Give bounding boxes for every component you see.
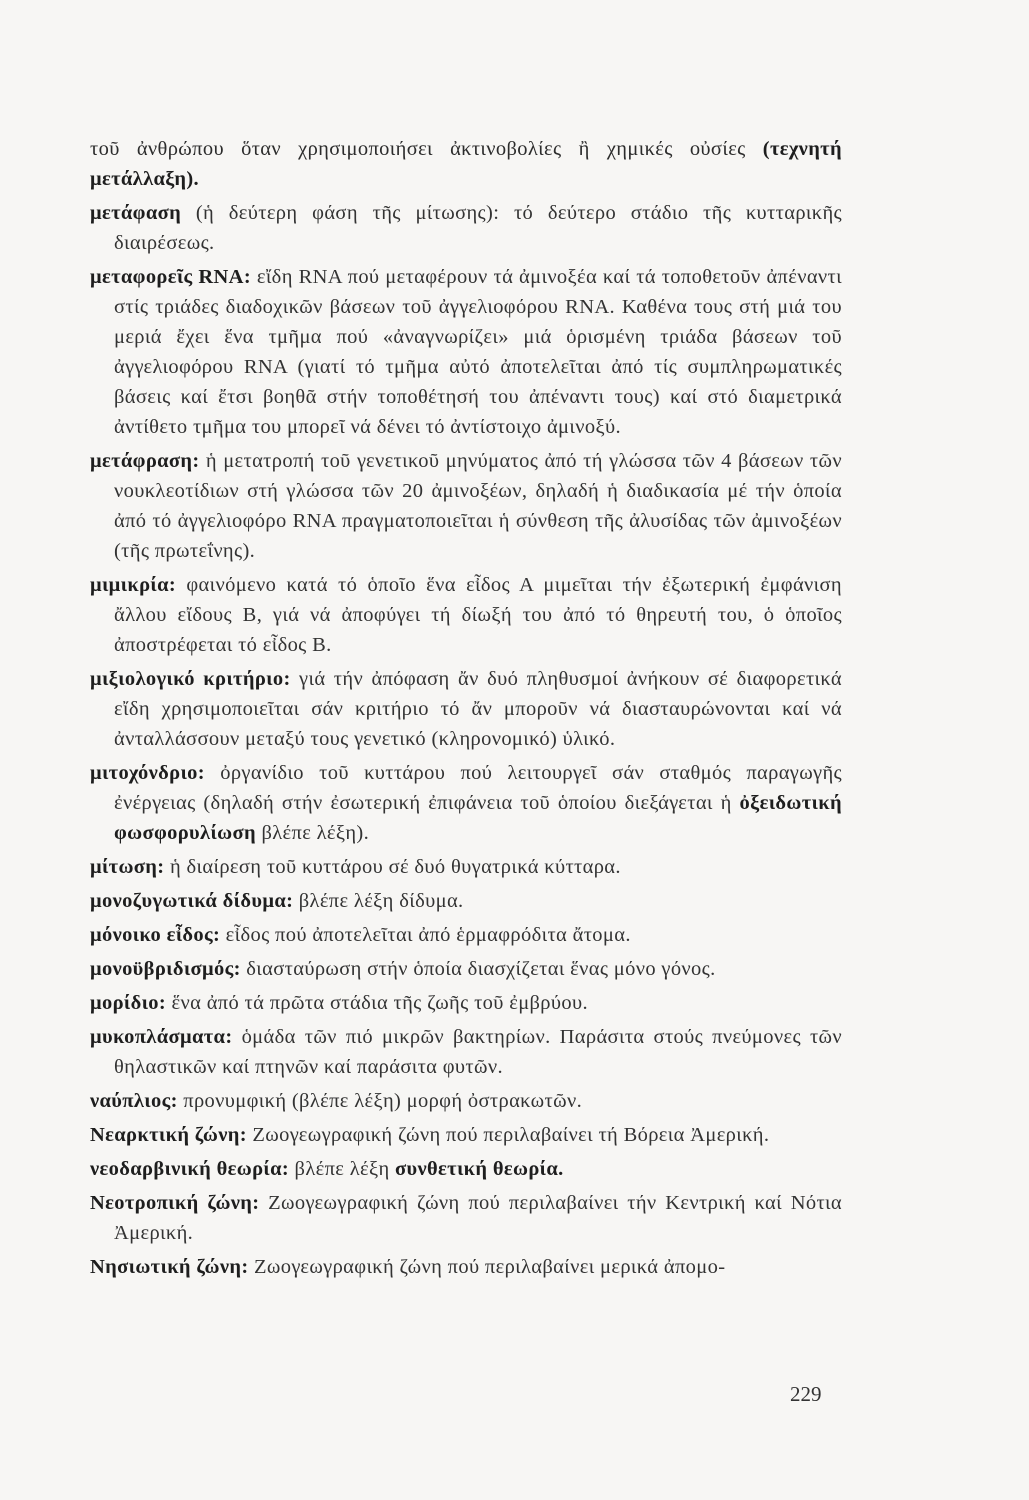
entry-definition: ἡ μετατροπή τοῦ γενετικοῦ μηνύματος ἀπό τή γλώσσα τῶν 4 βάσεων τῶν νουκλεοτίδιων στή γλώσσα τῶν 20 ἀμινοξέων, δηλαδή ἡ διαδικασία μέ τήν ὁποία ἀπό τό ἀγγελιοφόρο RNA πραγματοποιεῖται ἡ σύνθεση τῆς ἀλυσίδας τῶν ἀμινοξέων (τῆς πρωτεΐνης). [114, 450, 842, 562]
page-number: 229 [790, 1382, 822, 1406]
entry-definition: διασταύρωση στήν ὁποία διασχίζεται ἕνας μόνο γόνος. [240, 958, 716, 980]
glossary-body [90, 134, 842, 1282]
glossary-entry [90, 886, 842, 916]
entry-definition: ὁμάδα τῶν πιό μικρῶν βακτηρίων. Παράσιτα στούς πνεύμονες τῶν θηλαστικῶν καί πτηνῶν καί παράσιτα φυτῶν. [114, 1026, 842, 1078]
glossary-entry [90, 1120, 842, 1150]
entry-definition: ὀργανίδιο τοῦ κυττάρου πού λειτουργεῖ σάν σταθμός παραγωγῆς ἐνέργειας (δηλαδή στήν ἐσωτερική ἐπιφάνεια τοῦ ὁποίου διεξάγεται ἡ [114, 762, 842, 814]
entry-term: μετάφραση: [90, 450, 200, 472]
entry-definition: προνυμφική (βλέπε λέξη) μορφή ὀστρακωτῶν. [177, 1090, 583, 1112]
entry-term: μιμικρία: [90, 574, 177, 596]
glossary-entry [90, 954, 842, 984]
entry-term: μονοζυγωτικά δίδυμα: [90, 890, 294, 912]
glossary-entry [90, 988, 842, 1018]
entry-term: μιτοχόνδριο: [90, 762, 205, 784]
entry-definition: βλέπε λέξη [289, 1158, 395, 1180]
entry-term: μετάφαση [90, 202, 182, 224]
glossary-entry [90, 1022, 842, 1082]
entry-term: ναύπλιος: [90, 1090, 178, 1112]
intro-bold: (τεχνητή μετάλλαξη). [90, 138, 842, 190]
entry-term: μίτωση: [90, 856, 165, 878]
glossary-entry [90, 664, 842, 754]
intro-text: τοῦ ἀνθρώπου ὅταν χρησιμοποιήσει ἀκτινοβολίες ἢ χημικές οὐσίες [90, 138, 746, 160]
entry-term: μυκοπλάσματα: [90, 1026, 233, 1048]
glossary-entry [90, 1252, 842, 1282]
entry-term: μόνοικο εἶδος: [90, 924, 221, 946]
glossary-entry [90, 198, 842, 258]
entry-definition: ἡ διαίρεση τοῦ κυττάρου σέ δυό θυγατρικά κύτταρα. [164, 856, 621, 878]
glossary-entry [90, 758, 842, 848]
intro-paragraph [90, 134, 842, 194]
entry-definition: γιά τήν ἀπόφαση ἄν δυό πληθυσμοί ἀνήκουν σέ διαφορετικά εἴδη χρησιμοποιεῖται σάν κριτήριο τό ἄν μποροῦν νά διασταυρώνονται καί νά ἀνταλλάσσουν μεταξύ τους γενετικό (κληρονομικό) ὑλικό. [114, 668, 842, 750]
glossary-entry [90, 570, 842, 660]
entry-definition: βλέπε λέξη δίδυμα. [293, 890, 464, 912]
glossary-entry [90, 920, 842, 950]
entry-definition: Ζωογεωγραφική ζώνη πού περιλαβαίνει τή Βόρεια Ἀμερική. [246, 1124, 770, 1146]
glossary-entry [90, 446, 842, 566]
entry-definition: (ἡ δεύτερη φάση τῆς μίτωσης): τό δεύτερο στάδιο τῆς κυτταρικῆς διαιρέσεως. [114, 202, 842, 254]
entry-term: μορίδιο: [90, 992, 167, 1014]
entry-term: Νησιωτική ζώνη: [90, 1256, 249, 1278]
entry-definition: φαινόμενο κατά τό ὁποῖο ἕνα εἶδος Α μιμεῖται τήν ἐξωτερική ἐμφάνιση ἄλλου εἴδους Β, γιά νά ἀποφύγει τή δίωξή του ἀπό τό θηρευτή του, ὁ ὁποῖος ἀποστρέφεται τό εἶδος Β. [114, 574, 842, 656]
glossary-entry [90, 852, 842, 882]
glossary-entry [90, 1154, 842, 1184]
entry-definition: ἕνα ἀπό τά πρῶτα στάδια τῆς ζωῆς τοῦ ἐμβρύου. [166, 992, 588, 1014]
entry-bold-reference: συνθετική θεωρία. [395, 1158, 564, 1180]
entry-definition: εἶδος πού ἀποτελεῖται ἀπό ἑρμαφρόδιτα ἄτομα. [220, 924, 631, 946]
entry-term: Νεαρκτική ζώνη: [90, 1124, 247, 1146]
entry-definition: Ζωογεωγραφική ζώνη πού περιλαβαίνει τήν Κεντρική καί Νότια Ἀμερική. [114, 1192, 842, 1244]
entry-definition: εἴδη RNA πού μεταφέρουν τά ἀμινοξέα καί τά τοποθετοῦν ἀπέναντι στίς τριάδες διαδοχικῶν βάσεων τοῦ ἀγγελιοφόρου RNA. Καθένα τους στή μιά του μεριά ἔχει ἕνα τμῆμα πού «ἀναγνωρίζει» μιά ὁρισμένη τριάδα βάσεων τοῦ ἀγγελιοφόρου RNA (γιατί τό τμῆμα αὐτό ἀποτελεῖται ἀπό τίς συμπληρωματικές βάσεις καί ἔτσι βοηθᾶ στήν τοποθέτησή του ἀπέναντι τους) καί στό διαμετρικά ἀντίθετο τμῆμα του μπορεῖ νά δένει τό ἀντίστοιχο ἀμινοξύ. [114, 266, 842, 438]
entry-term: μονοϋβριδισμός: [90, 958, 241, 980]
glossary-entry [90, 262, 842, 442]
glossary-entry [90, 1188, 842, 1248]
entry-term: Νεοτροπική ζώνη: [90, 1192, 260, 1214]
entry-term: μεταφορεῖς RNA: [90, 266, 252, 288]
entry-bold-reference: ὀξειδωτική φωσφορυλίωση [114, 792, 842, 844]
entry-term: μιξιολογικό κριτήριο: [90, 668, 291, 690]
entry-definition-tail: βλέπε λέξη). [255, 822, 370, 844]
glossary-entry [90, 1086, 842, 1116]
entry-definition: Ζωογεωγραφική ζώνη πού περιλαβαίνει μερικά ἀπομο- [248, 1256, 726, 1278]
entry-term: νεοδαρβινική θεωρία: [90, 1158, 290, 1180]
